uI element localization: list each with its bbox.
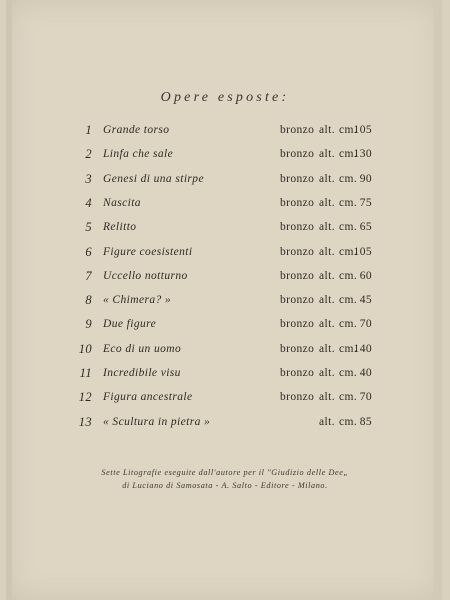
item-unit: cm. <box>339 172 358 185</box>
item-height: 70 <box>359 318 372 331</box>
item-unit: cm. <box>339 318 358 331</box>
item-height: 90 <box>359 172 372 185</box>
item-alt-label: alt. <box>319 196 335 209</box>
item-height: 105 <box>353 124 372 136</box>
item-number: 1 <box>85 123 92 137</box>
item-height: 70 <box>359 391 372 404</box>
item-alt-label: alt. <box>319 148 335 161</box>
list-item <box>0 242 450 262</box>
item-title: Linfa che sale <box>103 148 174 161</box>
item-alt-label: alt. <box>319 172 335 185</box>
item-height: 65 <box>359 221 372 234</box>
item-unit: cm. <box>339 221 358 234</box>
item-number: 9 <box>85 317 92 332</box>
item-unit: cm. <box>339 391 358 404</box>
list-item <box>0 363 450 383</box>
item-material: bronzo <box>280 172 315 185</box>
item-alt-label: alt. <box>319 318 335 331</box>
list-item <box>0 314 450 334</box>
footnote <box>0 466 450 492</box>
item-number: 13 <box>78 414 92 429</box>
item-alt-label: alt. <box>319 294 335 307</box>
item-material: bronzo <box>280 367 315 379</box>
item-number: 2 <box>85 147 92 162</box>
item-unit: cm. <box>339 148 358 161</box>
item-unit: cm. <box>339 124 358 136</box>
item-title: Eco di un uomo <box>103 342 182 355</box>
item-alt-label: alt. <box>319 415 335 428</box>
item-height: 130 <box>353 148 372 161</box>
list-item <box>0 120 450 140</box>
item-number: 8 <box>85 293 92 308</box>
item-unit: cm. <box>339 415 358 428</box>
list-item <box>0 387 450 407</box>
item-title: « Chimera? » <box>103 294 172 307</box>
item-height: 105 <box>353 245 372 258</box>
list-item <box>0 193 450 213</box>
item-alt-label: alt. <box>319 391 335 404</box>
item-material: bronzo <box>280 124 315 136</box>
item-title: Incredibile visu <box>103 367 181 379</box>
item-alt-label: alt. <box>319 269 335 282</box>
item-height: 40 <box>359 367 372 379</box>
item-title: « Scultura in pietra » <box>103 415 211 428</box>
item-material: bronzo <box>280 148 315 161</box>
item-unit: cm. <box>339 342 358 355</box>
list-item <box>0 169 450 189</box>
item-unit: cm. <box>339 196 358 209</box>
item-number: 10 <box>78 341 92 356</box>
item-height: 60 <box>359 269 372 282</box>
item-height: 45 <box>359 294 372 307</box>
list-item <box>0 144 450 164</box>
item-alt-label: alt. <box>319 124 335 136</box>
item-height: 75 <box>359 196 372 209</box>
item-number: 3 <box>85 171 92 186</box>
item-material: bronzo <box>280 245 315 258</box>
list-item <box>0 290 450 310</box>
list-item <box>0 412 450 432</box>
item-number: 11 <box>79 366 92 380</box>
item-number: 5 <box>85 220 92 235</box>
item-unit: cm. <box>339 367 358 379</box>
footnote-line-1: Sette Litografie eseguite dall'autore per il "Giudizio delle Dee„ <box>101 468 349 477</box>
item-title: Figure coesistenti <box>103 245 193 258</box>
item-number: 6 <box>85 244 92 259</box>
item-title: Due figure <box>103 318 157 331</box>
item-material: bronzo <box>280 294 315 307</box>
item-title: Relitto <box>103 221 137 234</box>
list-item <box>0 339 450 359</box>
item-number: 4 <box>85 195 92 210</box>
item-alt-label: alt. <box>319 221 335 234</box>
item-material: bronzo <box>280 391 315 404</box>
item-material: bronzo <box>280 196 315 209</box>
item-material: bronzo <box>280 318 315 331</box>
item-alt-label: alt. <box>319 367 335 379</box>
item-material: bronzo <box>280 269 315 282</box>
item-height: 140 <box>353 342 372 355</box>
item-title: Grande torso <box>103 124 170 136</box>
footnote-line-2: di Luciano di Samosata - A. Salto - Editore - Milano. <box>122 481 328 490</box>
item-unit: cm. <box>339 294 358 307</box>
item-material: bronzo <box>280 342 315 355</box>
item-title: Uccello notturno <box>103 269 188 282</box>
item-unit: cm. <box>339 269 358 282</box>
page-title: Opere esposte: <box>160 90 290 105</box>
list-item <box>0 217 450 237</box>
item-number: 12 <box>78 390 92 405</box>
list-item <box>0 266 450 286</box>
item-title: Nascita <box>103 196 141 209</box>
item-material: bronzo <box>280 221 315 234</box>
item-alt-label: alt. <box>319 245 335 258</box>
item-number: 7 <box>85 268 92 283</box>
item-height: 85 <box>359 415 372 428</box>
item-alt-label: alt. <box>319 342 335 355</box>
item-title: Figura ancestrale <box>103 391 193 404</box>
item-title: Genesi di una stirpe <box>103 172 204 185</box>
item-unit: cm. <box>339 245 358 258</box>
